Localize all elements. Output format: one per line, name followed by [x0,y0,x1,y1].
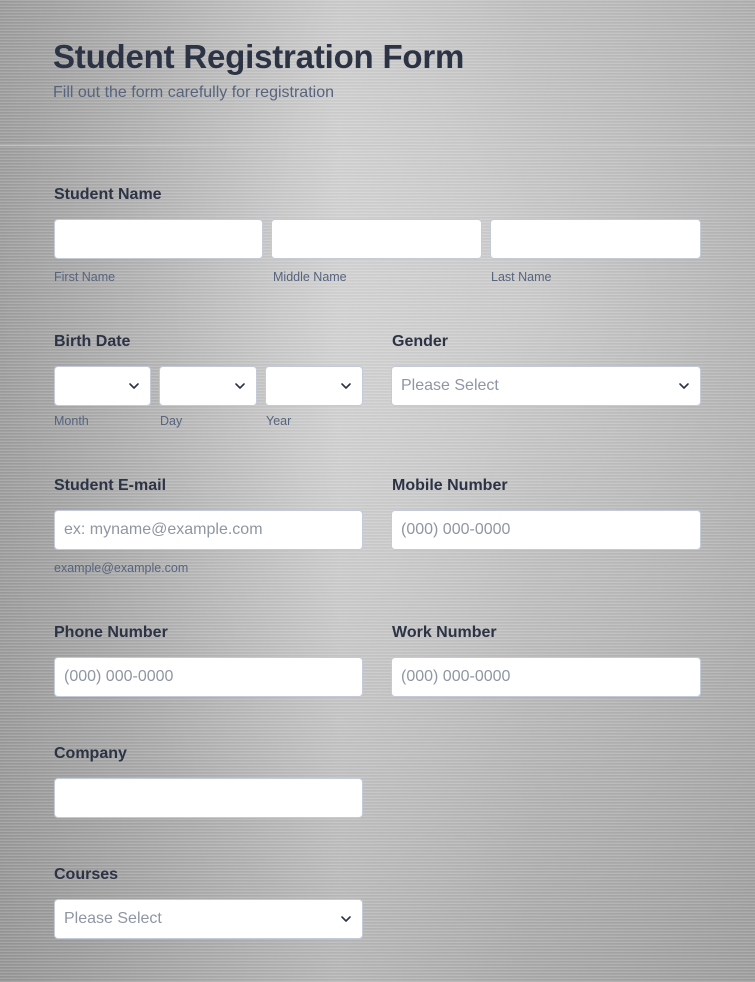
work-number-label: Work Number [392,624,497,641]
birth-date-label: Birth Date [54,333,131,350]
first-name-input[interactable] [54,219,263,259]
middle-name-sublabel: Middle Name [273,270,347,284]
birth-year-select[interactable] [265,366,363,406]
page-title: Student Registration Form [53,38,465,75]
last-name-input[interactable] [490,219,701,259]
birth-month-select[interactable] [54,366,151,406]
gender-label: Gender [392,333,449,350]
courses-label: Courses [54,866,119,883]
courses-selected-value: Please Select [64,910,162,927]
email-field[interactable] [54,510,363,550]
phone-number-label: Phone Number [54,624,168,641]
last-name-sublabel: Last Name [491,270,552,284]
chevron-down-icon [340,380,352,392]
gender-select[interactable] [391,366,701,406]
form-header [0,0,755,146]
chevron-down-icon [340,913,352,925]
gender-selected-value: Please Select [401,377,499,394]
courses-select[interactable] [54,899,363,939]
chevron-down-icon [678,380,690,392]
work-placeholder: (000) 000-0000 [401,668,511,685]
company-input[interactable] [54,778,363,818]
email-label: Student E-mail [54,477,167,494]
phone-placeholder: (000) 000-0000 [64,668,174,685]
student-name-label: Student Name [54,186,162,203]
birth-day-select[interactable] [159,366,257,406]
email-sublabel: example@example.com [54,561,189,575]
company-label: Company [54,745,127,762]
email-placeholder: ex: myname@example.com [64,521,263,538]
year-sublabel: Year [266,414,292,428]
middle-name-input[interactable] [271,219,482,259]
month-sublabel: Month [54,414,89,428]
mobile-number-label: Mobile Number [392,477,508,494]
phone-number-input[interactable] [54,657,363,697]
first-name-sublabel: First Name [54,270,116,284]
day-sublabel: Day [160,414,183,428]
work-number-input[interactable] [391,657,701,697]
mobile-placeholder: (000) 000-0000 [401,521,511,538]
mobile-number-input[interactable] [391,510,701,550]
chevron-down-icon [128,380,140,392]
page-subtitle: Fill out the form carefully for registration [53,84,334,101]
chevron-down-icon [234,380,246,392]
